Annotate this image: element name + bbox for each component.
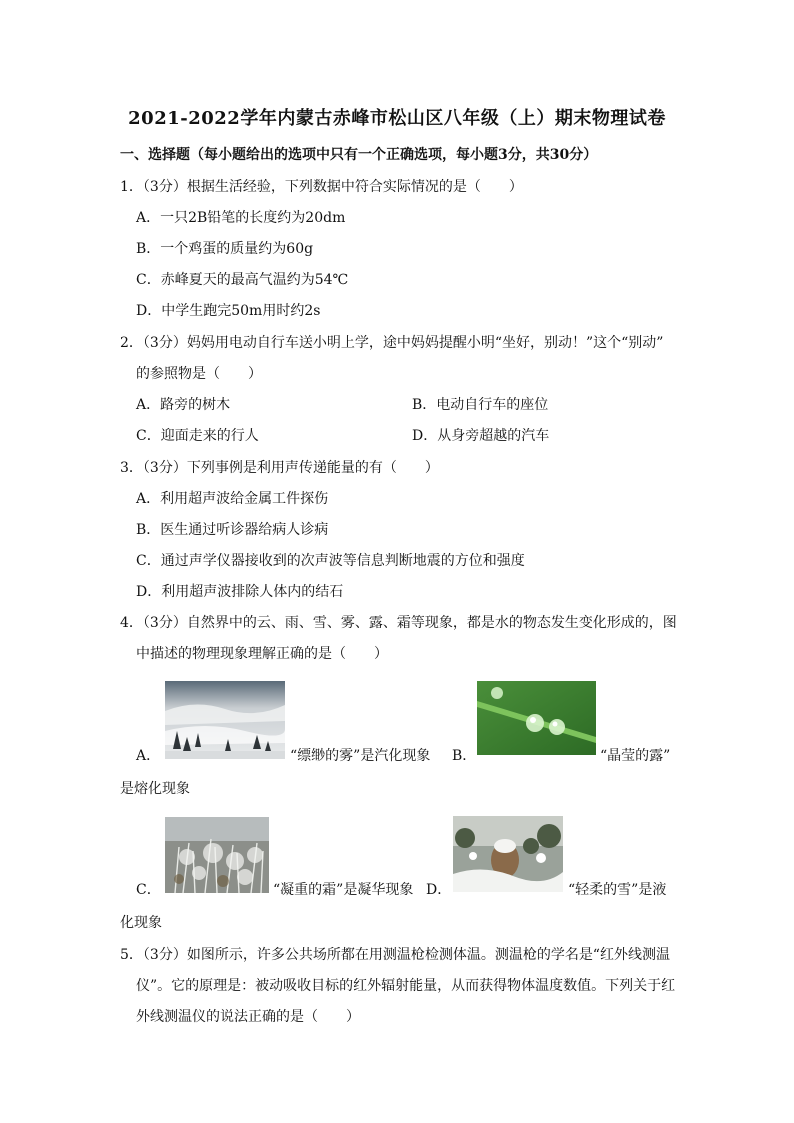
frost-photo (165, 817, 269, 893)
fog-photo (165, 681, 285, 759)
question-1-option-a: A．一只2B铅笔的长度约为20dm (136, 210, 346, 226)
question-4-option-c-text: “凝重的霜”是凝华现象 (273, 882, 414, 898)
question-2-stem-line-2: 的参照物是（ ） (136, 366, 262, 382)
exam-title: 2021-2022学年内蒙古赤峰市松山区八年级（上）期末物理试卷 (128, 108, 666, 129)
question-4-option-a-text: “缥缈的雾”是汽化现象 (290, 748, 431, 764)
question-4-option-d-text: “轻柔的雪”是液 (568, 882, 667, 898)
section-heading: 一、选择题（每小题给出的选项中只有一个正确选项，每小题3分，共30分） (120, 147, 598, 163)
question-5-stem-line-2: 仪”。它的原理是：被动吸收目标的红外辐射能量，从而获得物体温度数值。下列关于红 (136, 978, 676, 994)
question-4-stem-line-1: 4．（3分）自然界中的云、雨、雪、雾、露、霜等现象，都是水的物态发生变化形成的，图 (120, 615, 677, 631)
question-1-option-b: B．一个鸡蛋的质量约为60g (136, 241, 314, 257)
question-2-stem-line-1: 2．（3分）妈妈用电动自行车送小明上学，途中妈妈提醒小明“坐好，别动！”这个“别动” (120, 335, 664, 351)
question-5-stem-line-3: 外线测温仪的说法正确的是（ ） (136, 1009, 360, 1025)
question-3-option-d: D．利用超声波排除人体内的结石 (136, 584, 344, 600)
question-4-stem-line-2: 中描述的物理现象理解正确的是（ ） (136, 646, 388, 662)
dew-photo (477, 681, 596, 755)
question-4-option-d-label: D． (426, 882, 452, 898)
question-5-stem-line-1: 5．（3分）如图所示，许多公共场所都在用测温枪检测体温。测温枪的学名是“红外线测温 (120, 947, 670, 963)
question-4-option-b-text: “晶莹的露” (600, 748, 671, 764)
question-2-option-a: A．路旁的树木 (136, 397, 231, 413)
question-4-option-b-continued: 是熔化现象 (120, 781, 190, 797)
question-4-option-a-label: A． (136, 748, 161, 764)
question-3-stem: 3．（3分）下列事例是利用声传递能量的有（ ） (120, 460, 439, 476)
question-1-option-d: D．中学生跑完50m用时约2s (136, 303, 321, 319)
question-2-option-c: C．迎面走来的行人 (136, 428, 259, 444)
question-1-option-c: C．赤峰夏天的最高气温约为54℃ (136, 272, 349, 288)
question-4-option-b-label: B． (452, 748, 477, 764)
question-3-option-c: C．通过声学仪器接收到的次声波等信息判断地震的方位和强度 (136, 553, 525, 569)
question-1-stem: 1．（3分）根据生活经验，下列数据中符合实际情况的是（ ） (120, 179, 523, 195)
question-4-option-d-continued: 化现象 (120, 915, 162, 931)
question-4-option-c-label: C． (136, 882, 161, 898)
question-3-option-b: B．医生通过听诊器给病人诊病 (136, 522, 329, 538)
question-2-option-b: B．电动自行车的座位 (412, 397, 549, 413)
question-3-option-a: A．利用超声波给金属工件探伤 (136, 491, 329, 507)
question-2-option-d: D．从身旁超越的汽车 (412, 428, 550, 444)
snow-photo (453, 816, 563, 892)
